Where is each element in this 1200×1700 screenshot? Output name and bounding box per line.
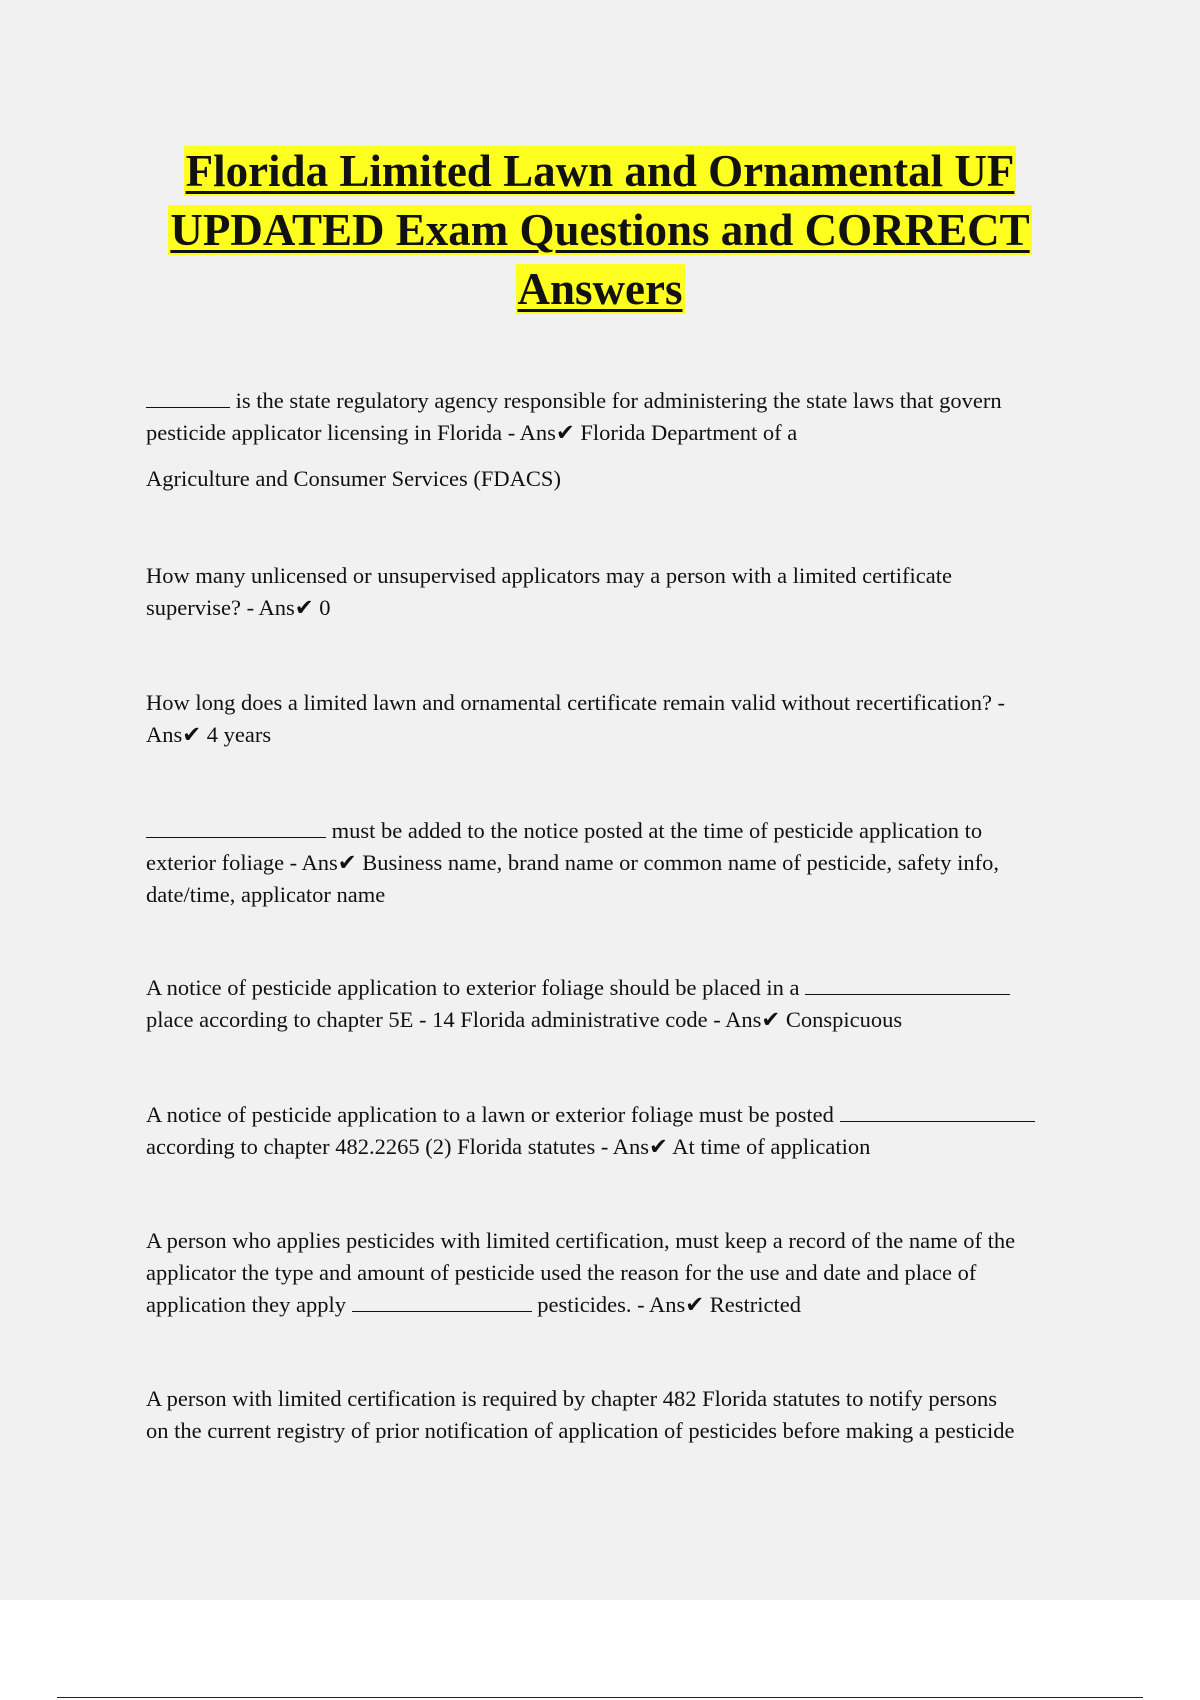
question-5-line-1: A notice of pesticide application to exterior foliage should be placed in a (146, 972, 1086, 1004)
answer-blank (352, 1291, 532, 1312)
question-1-line-3: Agriculture and Consumer Services (FDACS) (146, 466, 561, 491)
question-7-line-2: applicator the type and amount of pesticide used the reason for the use and date and place of (146, 1260, 977, 1285)
title-line-2: UPDATED Exam Questions and CORRECT (170, 205, 1030, 255)
question-8-line-1: A person with limited certification is required by chapter 482 Florida statutes to notify persons (146, 1386, 998, 1411)
question-1-line-2: pesticide applicator licensing in Florida - Ans✔ Florida Department of a (146, 420, 798, 445)
question-5-line-2: place according to chapter 5E - 14 Florida administrative code - Ans✔ Conspicuous (146, 1007, 903, 1032)
question-2 (146, 560, 1086, 624)
answer-blank (805, 974, 1010, 995)
question-6-line-1: A notice of pesticide application to a lawn or exterior foliage must be posted (146, 1099, 1086, 1131)
question-7 (146, 1225, 1086, 1321)
page-footer-divider (57, 1697, 1143, 1698)
question-3-line-2: Ans✔ 4 years (146, 722, 272, 747)
document-title (80, 142, 1120, 319)
question-2-line-2: supervise? - Ans✔ 0 (146, 595, 331, 620)
question-4-line-1: must be added to the notice posted at the time of pesticide application to (146, 815, 1086, 847)
question-1-line-1: is the state regulatory agency responsible for administering the state laws that govern (146, 385, 1086, 417)
answer-blank (840, 1101, 1035, 1122)
question-8-line-2: on the current registry of prior notification of application of pesticides before making a pesticide (146, 1418, 1015, 1443)
question-7-line-1: A person who applies pesticides with limited certification, must keep a record of the name of the (146, 1228, 1016, 1253)
question-6 (146, 1099, 1086, 1163)
answer-blank (146, 387, 230, 408)
question-8 (146, 1383, 1086, 1447)
question-7-line-3: application they apply pesticides. - Ans✔ Restricted (146, 1292, 802, 1317)
question-6-line-2: according to chapter 482.2265 (2) Florida statutes - Ans✔ At time of application (146, 1134, 871, 1159)
question-4-line-3: date/time, applicator name (146, 882, 386, 907)
question-4 (146, 815, 1086, 911)
question-2-line-1: How many unlicensed or unsupervised applicators may a person with a limited certificate (146, 563, 953, 588)
question-1 (146, 385, 1086, 495)
title-line-1: Florida Limited Lawn and Ornamental UF (185, 146, 1015, 196)
title-line-3: Answers (517, 264, 683, 314)
question-5 (146, 972, 1086, 1036)
question-3 (146, 687, 1086, 751)
question-4-line-2: exterior foliage - Ans✔ Business name, brand name or common name of pesticide, safety info, (146, 850, 999, 875)
question-3-line-1: How long does a limited lawn and ornamental certificate remain valid without recertification? - (146, 690, 1006, 715)
answer-blank (146, 817, 326, 838)
